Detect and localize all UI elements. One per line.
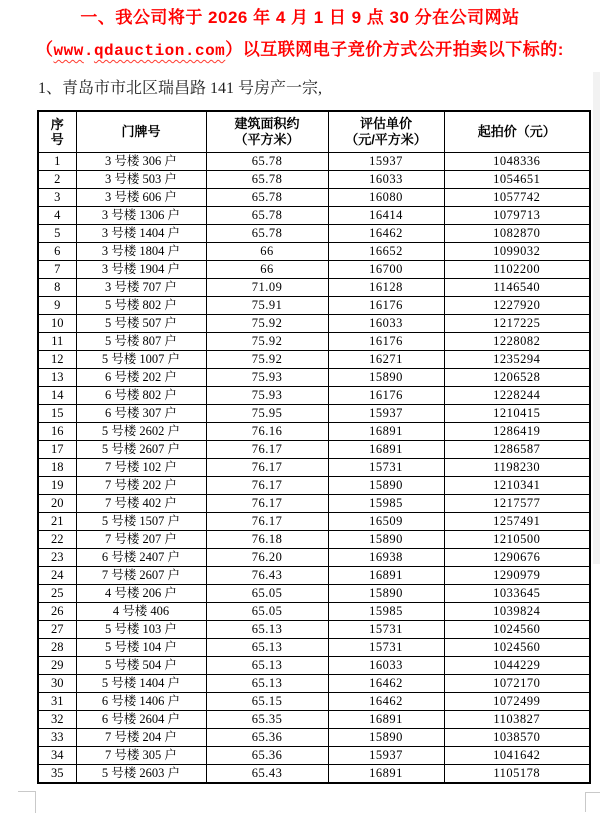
cell-start-price: 1217225 [444,315,590,333]
cell-seq: 15 [38,405,76,423]
cell-unit-price: 15937 [328,405,444,423]
cell-start-price: 1024560 [444,621,590,639]
cell-unit-number: 5 号楼 802 户 [76,297,206,315]
cell-area: 76.16 [206,423,328,441]
cell-unit-number: 3 号楼 503 户 [76,171,206,189]
cell-area: 76.17 [206,495,328,513]
cell-area: 65.13 [206,639,328,657]
table-row [38,405,590,423]
cell-unit-price: 16462 [328,675,444,693]
cell-unit-number: 5 号楼 807 户 [76,333,206,351]
cell-seq: 34 [38,747,76,765]
cell-area: 71.09 [206,279,328,297]
table-row [38,225,590,243]
cell-unit-number: 7 号楼 204 户 [76,729,206,747]
cell-seq: 23 [38,549,76,567]
cell-start-price: 1210415 [444,405,590,423]
header-area: 建筑面积约 （平方米） [206,111,328,153]
cell-start-price: 1286419 [444,423,590,441]
cell-start-price: 1048336 [444,153,590,171]
cell-area: 75.95 [206,405,328,423]
cell-unit-price: 16033 [328,657,444,675]
cell-seq: 13 [38,369,76,387]
cell-area: 66 [206,243,328,261]
cell-start-price: 1033645 [444,585,590,603]
header-start-price: 起拍价（元） [444,111,590,153]
table-row [38,261,590,279]
cell-area: 65.35 [206,711,328,729]
cell-unit-number: 5 号楼 2607 户 [76,441,206,459]
cell-area: 66 [206,261,328,279]
cell-area: 76.17 [206,459,328,477]
cell-unit-price: 16271 [328,351,444,369]
cell-area: 65.36 [206,729,328,747]
heading-line2-rest: ）以互联网电子竞价方式公开拍卖以下标的: [225,40,564,59]
cell-seq: 31 [38,693,76,711]
cell-unit-price: 16462 [328,693,444,711]
table-row [38,765,590,784]
cell-seq: 33 [38,729,76,747]
cell-start-price: 1210341 [444,477,590,495]
cell-start-price: 1103827 [444,711,590,729]
heading-line2 [0,39,600,62]
cell-area: 75.92 [206,351,328,369]
heading-open-paren: （ [36,40,54,59]
cell-area: 65.78 [206,225,328,243]
cell-unit-price: 16462 [328,225,444,243]
cell-unit-number: 4 号楼 206 户 [76,585,206,603]
cell-area: 75.92 [206,315,328,333]
cell-unit-price: 15731 [328,459,444,477]
cell-area: 76.43 [206,567,328,585]
table-row [38,495,590,513]
header-unit-number: 门牌号 [76,111,206,153]
cell-seq: 35 [38,765,76,784]
cell-start-price: 1024560 [444,639,590,657]
cell-seq: 28 [38,639,76,657]
cell-unit-number: 3 号楼 1904 户 [76,261,206,279]
cell-unit-number: 5 号楼 507 户 [76,315,206,333]
table-row [38,243,590,261]
table-row [38,531,590,549]
cell-seq: 17 [38,441,76,459]
cell-unit-number: 3 号楼 1804 户 [76,243,206,261]
cell-unit-number: 6 号楼 2407 户 [76,549,206,567]
cell-area: 76.18 [206,531,328,549]
cell-start-price: 1044229 [444,657,590,675]
cell-area: 76.17 [206,513,328,531]
table-row [38,477,590,495]
header-seq: 序号 [38,111,76,153]
cell-seq: 32 [38,711,76,729]
table-row [38,441,590,459]
cell-unit-number: 7 号楼 202 户 [76,477,206,495]
lot-title: 1、青岛市市北区瑞昌路 141 号房产一宗, [38,80,323,97]
table-row [38,315,590,333]
cell-start-price: 1206528 [444,369,590,387]
heading-line1: 一、我公司将于 2026 年 4 月 1 日 9 点 30 分在公司网站 [80,8,520,27]
cell-start-price: 1079713 [444,207,590,225]
cell-unit-price: 16176 [328,333,444,351]
cell-area: 65.43 [206,765,328,784]
cell-start-price: 1146540 [444,279,590,297]
cell-unit-price: 16891 [328,567,444,585]
cell-start-price: 1057742 [444,189,590,207]
auction-table [37,110,591,784]
cell-seq: 11 [38,333,76,351]
cell-start-price: 1290676 [444,549,590,567]
cell-unit-number: 5 号楼 103 户 [76,621,206,639]
cell-unit-number: 6 号楼 1406 户 [76,693,206,711]
cell-unit-number: 7 号楼 402 户 [76,495,206,513]
cell-seq: 12 [38,351,76,369]
cell-unit-price: 16509 [328,513,444,531]
cell-unit-price: 15890 [328,531,444,549]
cell-unit-number: 7 号楼 2607 户 [76,567,206,585]
header-unit-price: 评估单价 （元/平方米） [328,111,444,153]
cell-unit-number: 6 号楼 202 户 [76,369,206,387]
cell-seq: 21 [38,513,76,531]
cell-seq: 10 [38,315,76,333]
cell-area: 65.15 [206,693,328,711]
cell-seq: 3 [38,189,76,207]
cell-area: 65.78 [206,189,328,207]
table-row [38,603,590,621]
cell-unit-number: 5 号楼 2602 户 [76,423,206,441]
cell-unit-price: 15937 [328,153,444,171]
page-edge-strip [593,72,600,564]
cell-start-price: 1286587 [444,441,590,459]
cell-unit-number: 5 号楼 1007 户 [76,351,206,369]
margin-mark-bottom-left [18,791,36,813]
cell-unit-number: 5 号楼 1507 户 [76,513,206,531]
cell-seq: 8 [38,279,76,297]
cell-start-price: 1290979 [444,567,590,585]
cell-start-price: 1041642 [444,747,590,765]
cell-seq: 9 [38,297,76,315]
cell-area: 76.20 [206,549,328,567]
cell-seq: 27 [38,621,76,639]
table-row [38,459,590,477]
cell-unit-price: 16176 [328,297,444,315]
cell-seq: 2 [38,171,76,189]
table-body [38,153,590,784]
table-row [38,171,590,189]
cell-unit-price: 16891 [328,711,444,729]
cell-seq: 7 [38,261,76,279]
table-row [38,387,590,405]
table-row [38,675,590,693]
cell-seq: 30 [38,675,76,693]
table-row [38,693,590,711]
table-header [38,111,590,153]
cell-start-price: 1228244 [444,387,590,405]
table-row [38,207,590,225]
table-row [38,279,590,297]
cell-unit-price: 15890 [328,729,444,747]
cell-area: 75.91 [206,297,328,315]
cell-start-price: 1217577 [444,495,590,513]
cell-seq: 19 [38,477,76,495]
table-row [38,657,590,675]
cell-start-price: 1054651 [444,171,590,189]
cell-unit-price: 16938 [328,549,444,567]
cell-unit-number: 6 号楼 2604 户 [76,711,206,729]
cell-seq: 20 [38,495,76,513]
cell-unit-number: 3 号楼 1404 户 [76,225,206,243]
table-row [38,351,590,369]
table-row [38,729,590,747]
cell-area: 65.13 [206,621,328,639]
cell-area: 65.13 [206,675,328,693]
table-row [38,585,590,603]
cell-unit-price: 16033 [328,315,444,333]
cell-unit-number: 6 号楼 802 户 [76,387,206,405]
cell-area: 65.05 [206,603,328,621]
cell-area: 65.13 [206,657,328,675]
cell-unit-price: 16033 [328,171,444,189]
cell-seq: 24 [38,567,76,585]
cell-unit-number: 3 号楼 1306 户 [76,207,206,225]
cell-start-price: 1072499 [444,693,590,711]
cell-start-price: 1099032 [444,243,590,261]
cell-area: 76.17 [206,441,328,459]
url-dot: . [83,42,94,60]
table-row [38,423,590,441]
cell-seq: 6 [38,243,76,261]
cell-unit-price: 16652 [328,243,444,261]
cell-start-price: 1072170 [444,675,590,693]
url-domain: qdauction.com [93,42,226,60]
cell-area: 75.93 [206,369,328,387]
cell-unit-number: 7 号楼 207 户 [76,531,206,549]
cell-unit-price: 16891 [328,441,444,459]
table-row [38,639,590,657]
cell-start-price: 1082870 [444,225,590,243]
cell-area: 65.36 [206,747,328,765]
cell-area: 65.78 [206,207,328,225]
cell-start-price: 1198230 [444,459,590,477]
cell-seq: 16 [38,423,76,441]
cell-unit-price: 16414 [328,207,444,225]
cell-area: 65.05 [206,585,328,603]
cell-unit-number: 7 号楼 305 户 [76,747,206,765]
margin-mark-bottom-right [585,792,600,812]
cell-area: 76.17 [206,477,328,495]
cell-start-price: 1038570 [444,729,590,747]
table-row [38,567,590,585]
cell-unit-price: 15890 [328,369,444,387]
cell-unit-number: 5 号楼 104 户 [76,639,206,657]
cell-unit-price: 15731 [328,639,444,657]
cell-area: 75.93 [206,387,328,405]
cell-start-price: 1102200 [444,261,590,279]
table-header-row [38,111,590,153]
cell-area: 65.78 [206,171,328,189]
cell-seq: 1 [38,153,76,171]
cell-seq: 4 [38,207,76,225]
cell-start-price: 1039824 [444,603,590,621]
cell-seq: 5 [38,225,76,243]
cell-unit-number: 3 号楼 606 户 [76,189,206,207]
cell-start-price: 1228082 [444,333,590,351]
cell-unit-price: 16891 [328,765,444,784]
cell-seq: 14 [38,387,76,405]
cell-unit-price: 16128 [328,279,444,297]
cell-seq: 26 [38,603,76,621]
cell-unit-price: 16080 [328,189,444,207]
cell-unit-number: 6 号楼 307 户 [76,405,206,423]
cell-start-price: 1210500 [444,531,590,549]
cell-unit-number: 5 号楼 504 户 [76,657,206,675]
cell-unit-number: 7 号楼 102 户 [76,459,206,477]
table-row [38,189,590,207]
cell-start-price: 1235294 [444,351,590,369]
cell-unit-number: 4 号楼 406 [76,603,206,621]
cell-unit-number: 5 号楼 2603 户 [76,765,206,784]
cell-unit-price: 15985 [328,603,444,621]
url-www: www [53,42,84,60]
cell-area: 65.78 [206,153,328,171]
cell-unit-price: 15731 [328,621,444,639]
table-row [38,549,590,567]
table-row [38,369,590,387]
cell-seq: 25 [38,585,76,603]
cell-unit-price: 16700 [328,261,444,279]
table-row [38,333,590,351]
cell-unit-number: 3 号楼 306 户 [76,153,206,171]
cell-unit-number: 3 号楼 707 户 [76,279,206,297]
cell-start-price: 1227920 [444,297,590,315]
table-row [38,513,590,531]
cell-unit-price: 15985 [328,495,444,513]
cell-seq: 18 [38,459,76,477]
table-row [38,711,590,729]
cell-seq: 22 [38,531,76,549]
cell-unit-price: 16176 [328,387,444,405]
cell-seq: 29 [38,657,76,675]
cell-unit-price: 15937 [328,747,444,765]
table-row [38,621,590,639]
table-row [38,297,590,315]
cell-unit-number: 5 号楼 1404 户 [76,675,206,693]
table-row [38,747,590,765]
cell-unit-price: 15890 [328,477,444,495]
cell-start-price: 1105178 [444,765,590,784]
cell-start-price: 1257491 [444,513,590,531]
cell-unit-price: 15890 [328,585,444,603]
table-row [38,153,590,171]
cell-area: 75.92 [206,333,328,351]
cell-unit-price: 16891 [328,423,444,441]
